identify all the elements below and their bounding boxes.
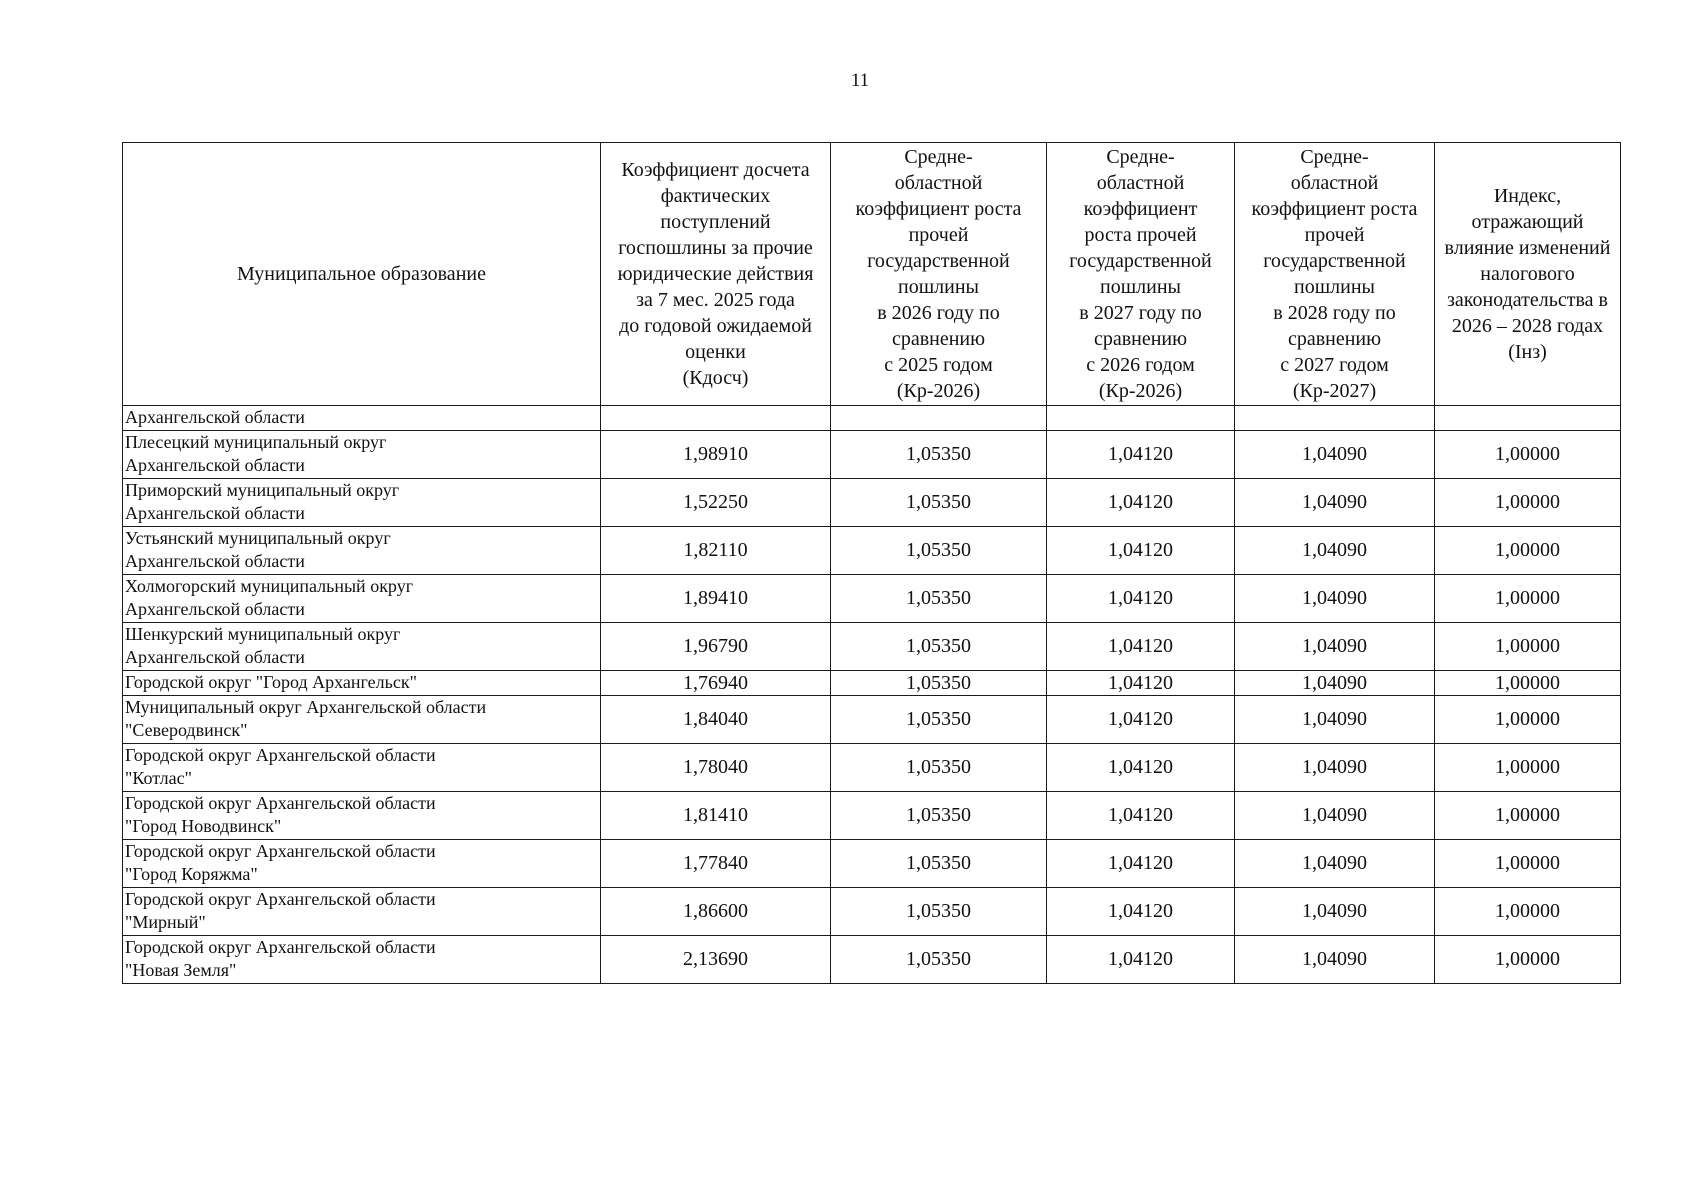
- kr-2027-value: 1,04120: [1047, 744, 1235, 792]
- kr-2026-value: 1,05350: [831, 623, 1047, 671]
- kr-2027-value: 1,04120: [1047, 527, 1235, 575]
- municipality-name: Городской округ Архангельской области "Город Новодвинск": [123, 792, 601, 840]
- kr-2027-value: 1,04120: [1047, 431, 1235, 479]
- kdosch-value: 1,98910: [601, 431, 831, 479]
- kr-2028-value: 1,04090: [1235, 527, 1435, 575]
- inz-value: 1,00000: [1435, 527, 1621, 575]
- inz-value: 1,00000: [1435, 671, 1621, 696]
- header-kr-2026: Средне- областной коэффициент роста прочей государственной пошлины в 2026 году по сравнению с 2025 годом (Кр-2026): [831, 143, 1047, 406]
- kr-2026-value: 1,05350: [831, 527, 1047, 575]
- inz-value: 1,00000: [1435, 744, 1621, 792]
- table-row: [123, 479, 1621, 527]
- kr-2027-value: 1,04120: [1047, 671, 1235, 696]
- municipality-name: Городской округ Архангельской области "Новая Земля": [123, 936, 601, 984]
- header-municipality: Муниципальное образование: [123, 143, 601, 406]
- kr-2028-value: 1,04090: [1235, 792, 1435, 840]
- kdosch-value: 1,52250: [601, 479, 831, 527]
- inz-value: 1,00000: [1435, 888, 1621, 936]
- table-row: [123, 792, 1621, 840]
- inz-value: 1,00000: [1435, 696, 1621, 744]
- kr-2026-value: 1,05350: [831, 431, 1047, 479]
- inz-value: 1,00000: [1435, 623, 1621, 671]
- kr-2028-value: 1,04090: [1235, 623, 1435, 671]
- kdosch-value: 1,82110: [601, 527, 831, 575]
- table-row: [123, 936, 1621, 984]
- inz-value: 1,00000: [1435, 936, 1621, 984]
- kr-2028-value: 1,04090: [1235, 840, 1435, 888]
- kdosch-value: 1,81410: [601, 792, 831, 840]
- kr-2028-value: 1,04090: [1235, 888, 1435, 936]
- kdosch-value: [601, 406, 831, 431]
- kr-2026-value: 1,05350: [831, 696, 1047, 744]
- header-kr-2028: Средне- областной коэффициент роста прочей государственной пошлины в 2028 году по сравнению с 2027 годом (Кр-2027): [1235, 143, 1435, 406]
- kr-2027-value: [1047, 406, 1235, 431]
- municipality-name: Устьянский муниципальный округ Архангельской области: [123, 527, 601, 575]
- kdosch-value: 1,77840: [601, 840, 831, 888]
- coefficients-table: [122, 142, 1621, 984]
- kr-2028-value: 1,04090: [1235, 431, 1435, 479]
- municipality-name: Холмогорский муниципальный округ Архангельской области: [123, 575, 601, 623]
- kr-2026-value: 1,05350: [831, 840, 1047, 888]
- table-row: [123, 406, 1621, 431]
- municipality-name: Муниципальный округ Архангельской области "Северодвинск": [123, 696, 601, 744]
- kr-2028-value: 1,04090: [1235, 744, 1435, 792]
- municipality-name: Архангельской области: [123, 406, 601, 431]
- municipality-name: Городской округ Архангельской области "Город Коряжма": [123, 840, 601, 888]
- kr-2027-value: 1,04120: [1047, 888, 1235, 936]
- page-number: 11: [850, 70, 870, 91]
- kdosch-value: 1,76940: [601, 671, 831, 696]
- table-row: [123, 744, 1621, 792]
- table-row: [123, 431, 1621, 479]
- header-row: [123, 143, 1621, 406]
- municipality-name: Плесецкий муниципальный округ Архангельской области: [123, 431, 601, 479]
- header-kr-2027: Средне- областной коэффициент роста прочей государственной пошлины в 2027 году по сравнению с 2026 годом (Кр-2026): [1047, 143, 1235, 406]
- kr-2028-value: 1,04090: [1235, 575, 1435, 623]
- table-row: [123, 696, 1621, 744]
- kr-2026-value: 1,05350: [831, 575, 1047, 623]
- kr-2028-value: 1,04090: [1235, 479, 1435, 527]
- kdosch-value: 1,78040: [601, 744, 831, 792]
- kdosch-value: 1,96790: [601, 623, 831, 671]
- inz-value: 1,00000: [1435, 840, 1621, 888]
- header-kdosch: Коэффициент досчета фактических поступлений госпошлины за прочие юридические действия за 7 мес. 2025 года до годовой ожидаемой оценки (Кдосч): [601, 143, 831, 406]
- table-row: [123, 575, 1621, 623]
- municipality-name: Городской округ "Город Архангельск": [123, 671, 601, 696]
- inz-value: [1435, 406, 1621, 431]
- inz-value: 1,00000: [1435, 575, 1621, 623]
- kdosch-value: 1,89410: [601, 575, 831, 623]
- kr-2027-value: 1,04120: [1047, 840, 1235, 888]
- kr-2028-value: 1,04090: [1235, 936, 1435, 984]
- municipality-name: Городской округ Архангельской области "Мирный": [123, 888, 601, 936]
- kr-2026-value: 1,05350: [831, 888, 1047, 936]
- kr-2027-value: 1,04120: [1047, 623, 1235, 671]
- table-body: [123, 406, 1621, 984]
- kr-2027-value: 1,04120: [1047, 792, 1235, 840]
- municipality-name: Приморский муниципальный округ Архангельской области: [123, 479, 601, 527]
- kdosch-value: 2,13690: [601, 936, 831, 984]
- kr-2026-value: 1,05350: [831, 936, 1047, 984]
- kdosch-value: 1,86600: [601, 888, 831, 936]
- kr-2026-value: 1,05350: [831, 744, 1047, 792]
- kr-2028-value: 1,04090: [1235, 671, 1435, 696]
- kr-2027-value: 1,04120: [1047, 936, 1235, 984]
- table-row: [123, 527, 1621, 575]
- kr-2027-value: 1,04120: [1047, 479, 1235, 527]
- table-header: [123, 143, 1621, 406]
- municipality-name: Городской округ Архангельской области "Котлас": [123, 744, 601, 792]
- kr-2026-value: 1,05350: [831, 792, 1047, 840]
- table-row: [123, 671, 1621, 696]
- table-row: [123, 888, 1621, 936]
- kr-2026-value: 1,05350: [831, 479, 1047, 527]
- inz-value: 1,00000: [1435, 792, 1621, 840]
- kr-2027-value: 1,04120: [1047, 696, 1235, 744]
- inz-value: 1,00000: [1435, 479, 1621, 527]
- kr-2026-value: [831, 406, 1047, 431]
- header-inz: Индекс, отражающий влияние изменений налогового законодательства в 2026 – 2028 годах (Iнз): [1435, 143, 1621, 406]
- kr-2028-value: 1,04090: [1235, 696, 1435, 744]
- municipality-name: Шенкурский муниципальный округ Архангельской области: [123, 623, 601, 671]
- table-row: [123, 840, 1621, 888]
- kr-2028-value: [1235, 406, 1435, 431]
- kr-2026-value: 1,05350: [831, 671, 1047, 696]
- kr-2027-value: 1,04120: [1047, 575, 1235, 623]
- table-row: [123, 623, 1621, 671]
- kdosch-value: 1,84040: [601, 696, 831, 744]
- inz-value: 1,00000: [1435, 431, 1621, 479]
